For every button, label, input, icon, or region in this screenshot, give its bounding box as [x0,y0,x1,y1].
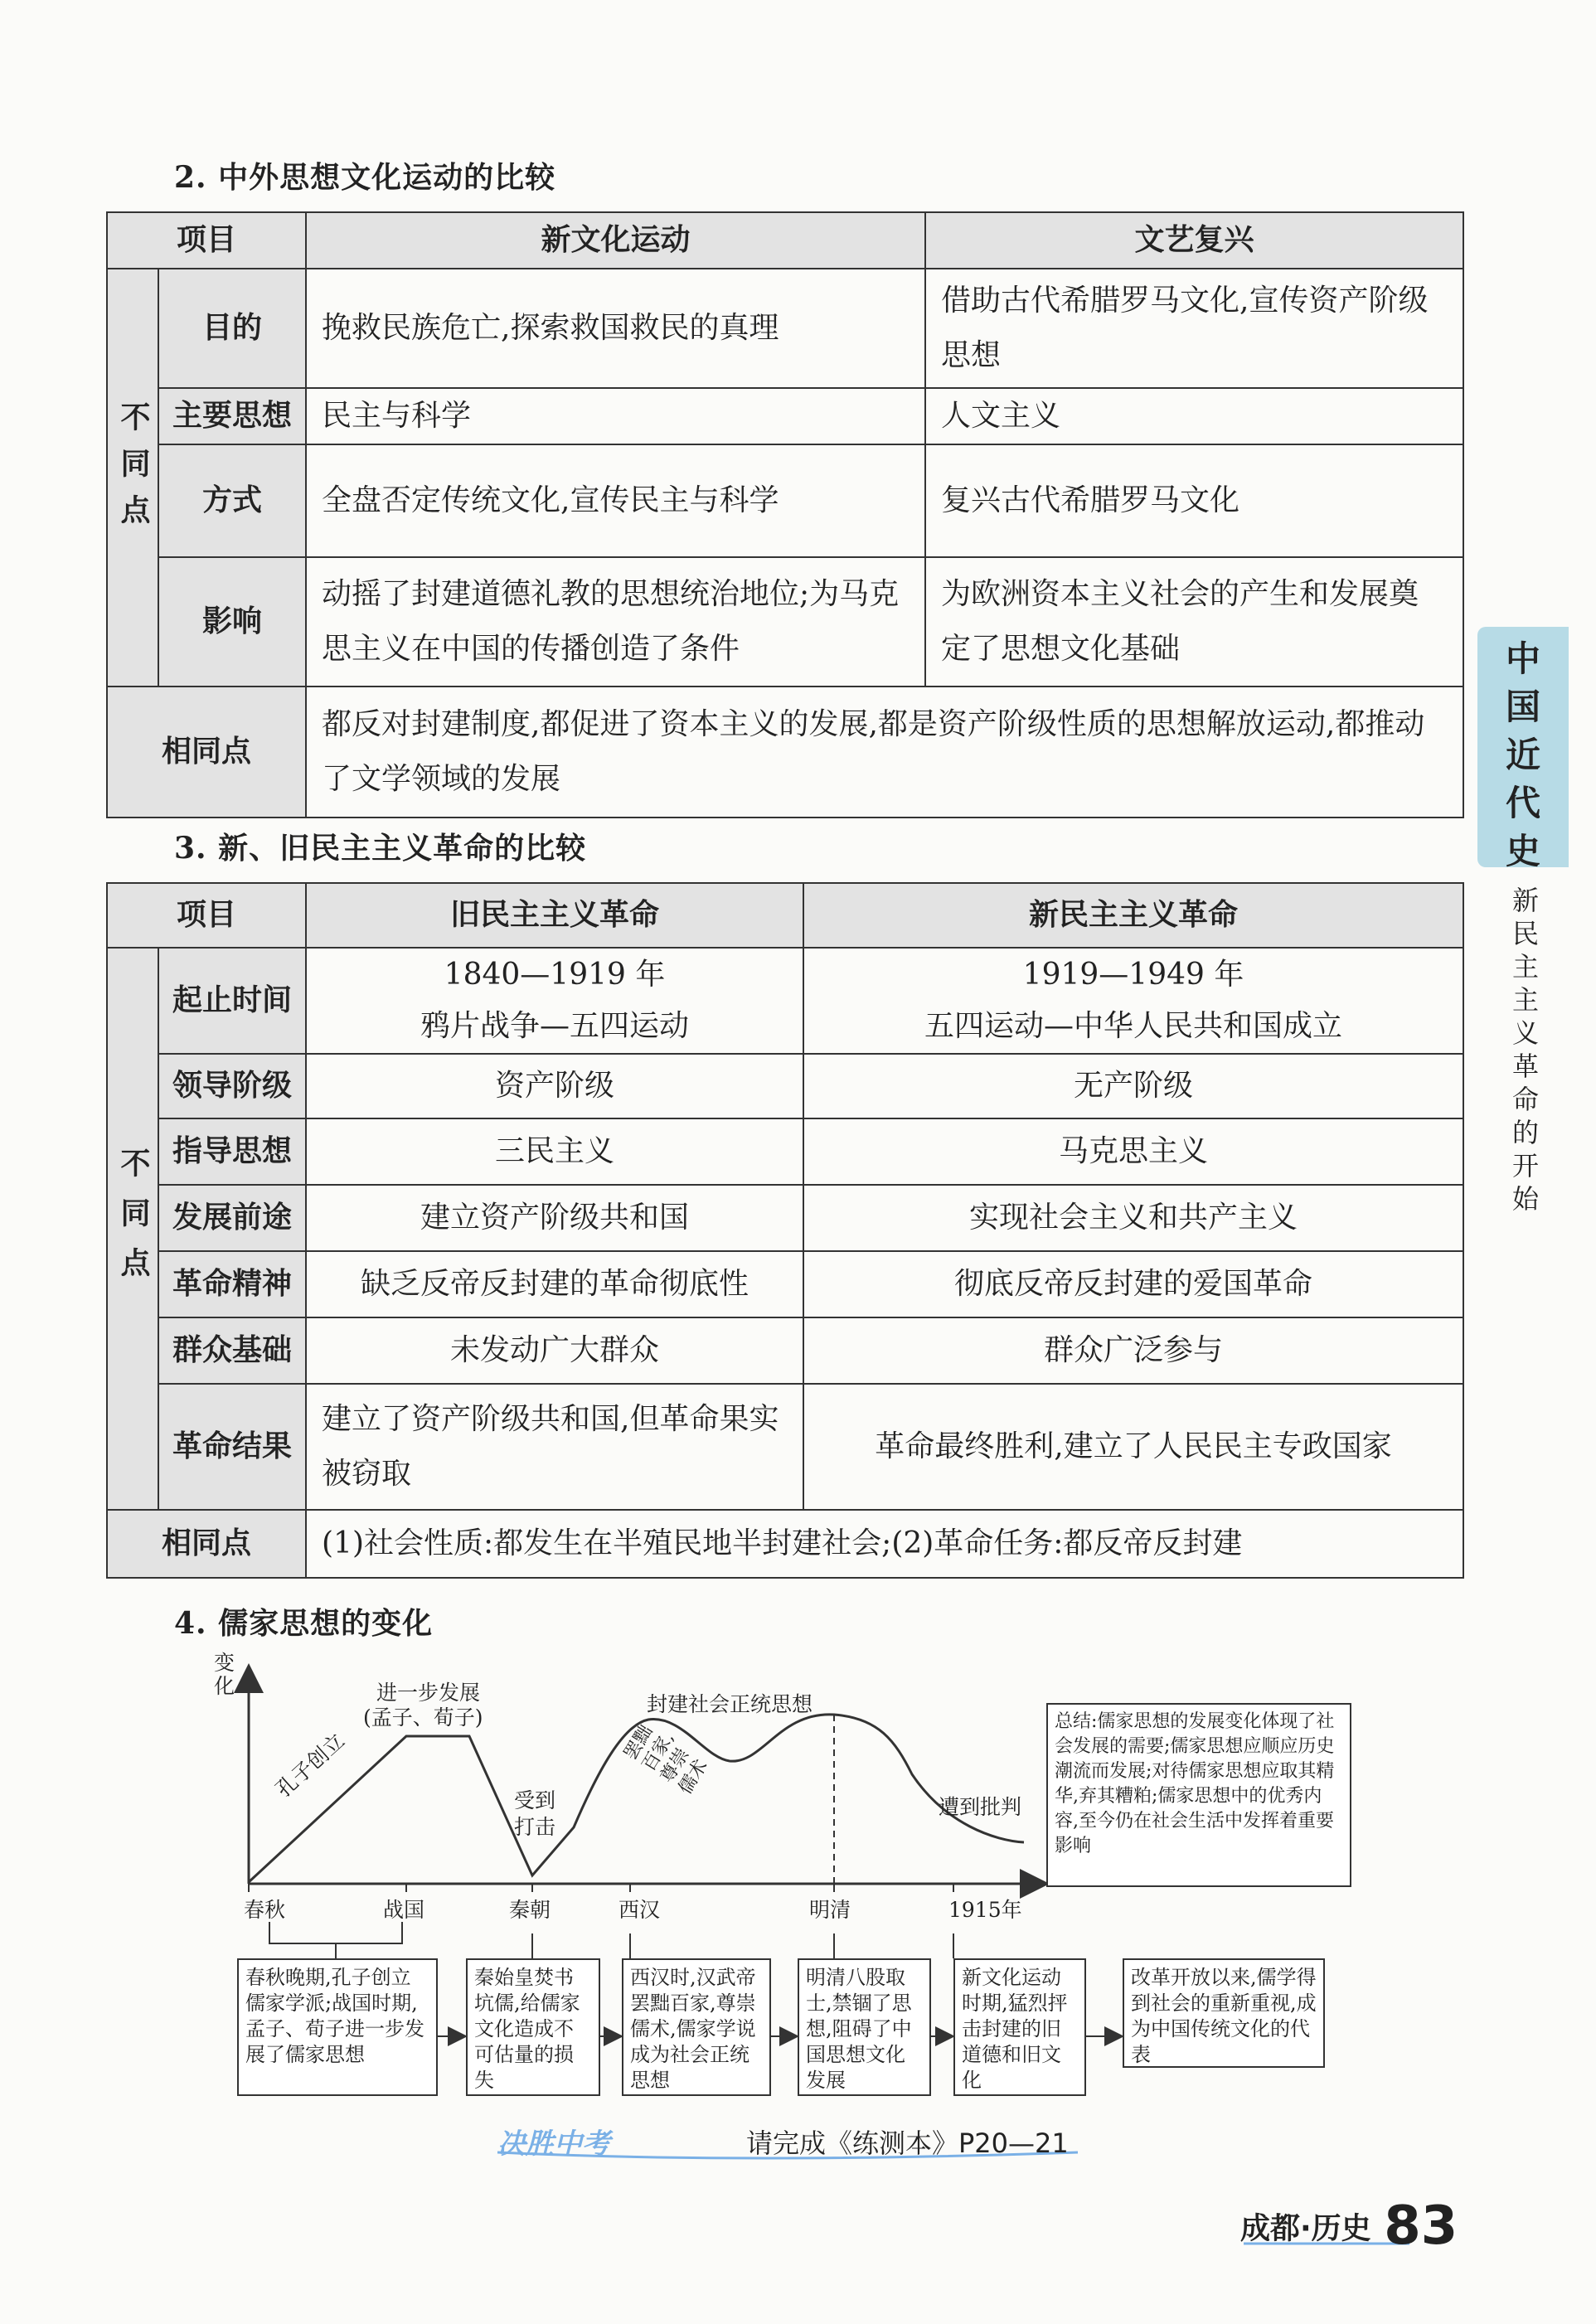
chapter-tab [1477,627,1569,871]
cell: 借助古代希腊罗马文化,宣传资产阶级思想 [925,269,1463,388]
timeline-box: 春秋晚期,孔子创立儒家学派;战国时期,孟子、荀子进一步发展了儒家思想 [237,1958,438,2096]
group-label-text: 不同点 [116,401,150,541]
cell: 民主与科学 [306,388,925,444]
same-text: 都反对封建制度,都促进了资本主义的发展,都是资产阶级性质的思想解放运动,都推动了文学领域的发展 [306,687,1463,818]
label-attacked: 受到打击 [514,1788,556,1839]
group-label-differences [107,948,158,1510]
footer-instruction: 请完成《练测本》P20—21 [746,2128,1069,2159]
section3-heading: 3. 新、旧民主主义革命的比较 [174,831,587,866]
group-label-text: 不同点 [116,1147,150,1297]
timeline-box: 新文化运动时期,猛烈抨击封建的旧道德和旧文化 [953,1958,1086,2096]
x-tick-label: 1915年 [948,1898,1022,1922]
cell: 动摇了封建道德礼教的思想统治地位;为马克思主义在中国的传播创造了条件 [306,557,925,687]
cell: 建立资产阶级共和国 [306,1185,803,1251]
row-label: 革命精神 [158,1251,306,1317]
x-tick-label: 秦朝 [509,1898,551,1922]
section2-heading: 2. 中外思想文化运动的比较 [174,160,556,195]
header-renaissance: 文艺复兴 [925,212,1463,269]
label-promoted: 罢黜百家,尊崇儒术 [620,1721,712,1798]
cell: 彻底反帝反封建的爱国革命 [803,1251,1463,1317]
label-developed-sub: (孟子、荀子) [363,1705,483,1730]
cell: 无产阶级 [803,1054,1463,1118]
x-tick-label: 西汉 [619,1898,661,1922]
revolution-comparison-table [106,882,1464,1579]
cell: 1840—1919 年 [444,958,666,992]
x-tick-label: 明清 [809,1898,851,1922]
label-orthodox: 封建社会正统思想 [647,1692,813,1716]
cell: 全盘否定传统文化,宣传民主与科学 [306,444,925,557]
header-new-revolution: 新民主主义革命 [803,883,1463,948]
cell: 鸦片战争—五四运动 [420,1009,690,1043]
timeline-box: 明清八股取士,禁锢了思想,阻碍了中国思想文化发展 [798,1958,931,2096]
timeline-box: 改革开放以来,儒学得到社会的重新重视,成为中国传统文化的代表 [1123,1958,1325,2068]
cell: 人文主义 [925,388,1463,444]
header-new-culture: 新文化运动 [306,212,925,269]
chapter-subtitle: 新民主主义革命的开始 [1511,885,1539,1215]
chunqiu-zhanguo-bracket [269,1922,402,1958]
group-label-differences [107,269,158,687]
cell: 复兴古代希腊罗马文化 [925,444,1463,557]
label-criticized: 遭到批判 [939,1795,1022,1819]
cell: 挽救民族危亡,探索救国救民的真理 [306,269,925,388]
cell: 马克思主义 [803,1118,1463,1185]
cell: 未发动广大群众 [306,1317,803,1384]
cell: 五四运动—中华人民共和国成立 [924,1009,1343,1043]
chapter-tab-text: 中国近代史 [1505,638,1540,871]
row-label: 发展前途 [158,1185,306,1251]
cell: 群众广泛参与 [803,1317,1463,1384]
timeline-box: 西汉时,汉武帝罢黜百家,尊崇儒术,儒家学说成为社会正统思想 [622,1958,771,2096]
page-number: 83 [1384,2195,1458,2257]
label-developed: 进一步发展 [376,1681,481,1705]
brand-logo: 决胜中考 [497,2128,610,2161]
x-tick-label: 战国 [383,1898,425,1922]
row-label: 革命结果 [158,1384,306,1510]
cell: 缺乏反帝反封建的革命彻底性 [306,1251,803,1317]
cell: 建立了资产阶级共和国,但革命果实被窃取 [306,1384,803,1510]
label-founded: 孔子创立 [271,1728,350,1802]
row-label: 目的 [158,269,306,388]
header-old-revolution: 旧民主主义革命 [306,883,803,948]
row-label: 领导阶级 [158,1054,306,1118]
cell: 1919—1949 年 [1022,958,1244,992]
page-label: 成都·历史 [1240,2211,1371,2246]
same-text: (1)社会性质:都发生在半殖民地半封建社会;(2)革命任务:都反帝反封建 [306,1510,1463,1578]
page-footer [1240,2195,1458,2257]
summary-box: 总结:儒家思想的发展变化体现了社会发展的需要;儒家思想应顺应历史潮流而发展;对待儒家思想应取其精华,弃其糟粕;儒家思想中的优秀内容,至今仍在社会生活中发挥着重要影响 [1046,1703,1351,1887]
x-tick-label: 春秋 [244,1898,286,1922]
same-label: 相同点 [107,1510,306,1578]
same-label: 相同点 [107,687,306,818]
y-axis-label: 变化 [214,1651,235,1698]
culture-comparison-table [106,211,1464,818]
row-label: 指导思想 [158,1118,306,1185]
section4-heading: 4. 儒家思想的变化 [174,1606,434,1641]
row-label: 起止时间 [158,948,306,1054]
x-tick-marks [249,1884,953,1892]
cell: 为欧洲资本主义社会的产生和发展奠定了思想文化基础 [925,557,1463,687]
cell: 革命最终胜利,建立了人民民主专政国家 [803,1384,1463,1510]
cell: 资产阶级 [306,1054,803,1118]
header-item: 项目 [107,883,306,948]
row-label: 方式 [158,444,306,557]
row-label: 群众基础 [158,1317,306,1384]
row-label: 主要思想 [158,388,306,444]
header-item: 项目 [107,212,306,269]
row-label: 影响 [158,557,306,687]
cell: 三民主义 [306,1118,803,1185]
cell: 实现社会主义和共产主义 [803,1185,1463,1251]
timeline-box: 秦始皇焚书坑儒,给儒家文化造成不可估量的损失 [466,1958,600,2096]
